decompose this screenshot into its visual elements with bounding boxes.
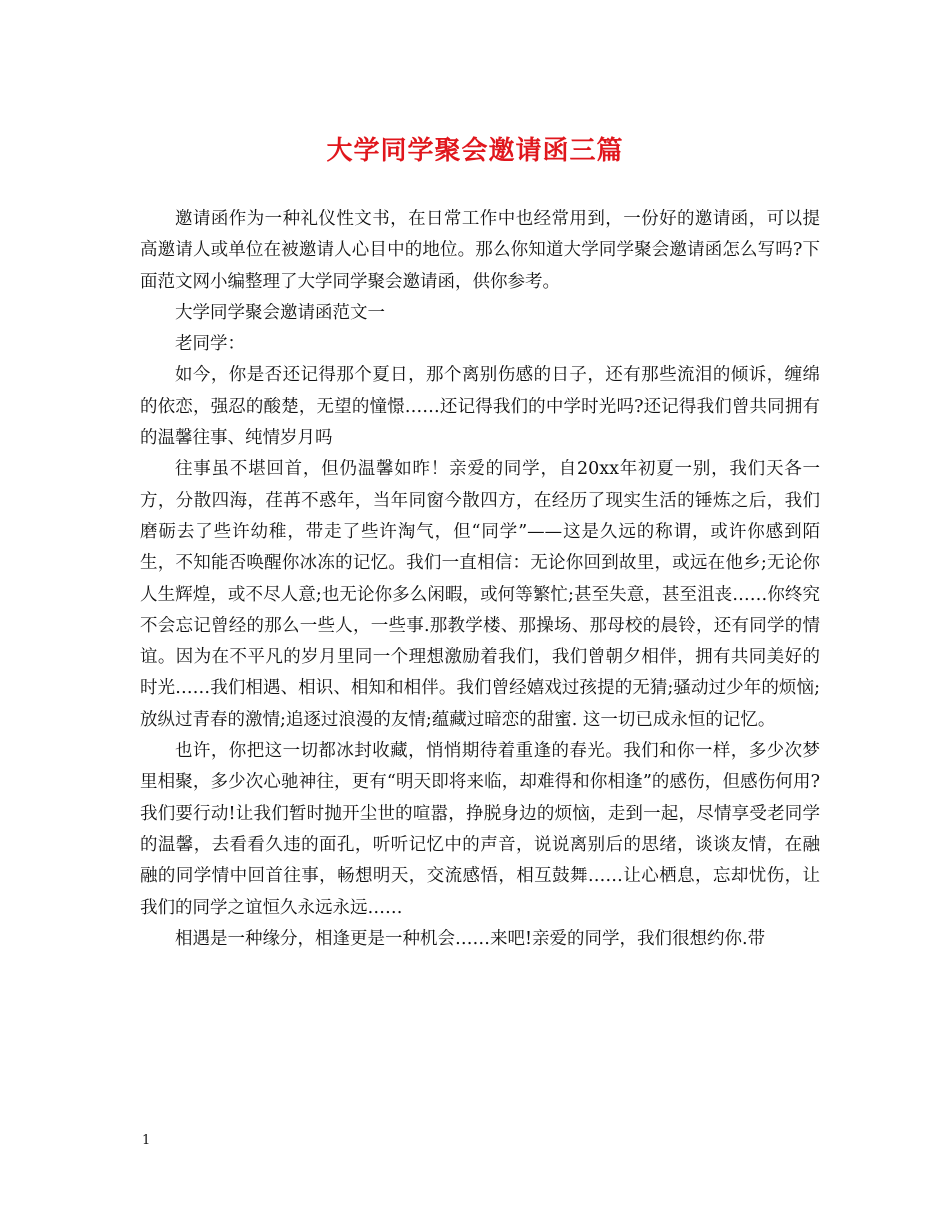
paragraph-memories: 如今，你是否还记得那个夏日，那个离别伤感的日子，还有那些流泪的倾诉，缠绵的依恋，强忍的酸楚，无望的憧憬……还记得我们的中学时光吗?还记得我们曾共同拥有的温馨往事、纯情岁月吗 [140,365,820,449]
paragraph-section-heading: 大学同学聚会邀请函范文一 [175,302,385,323]
page-number: 1 [142,1133,151,1148]
document-title: 大学同学聚会邀请函三篇 [326,136,624,166]
paragraph-reunion: 也许，你把这一切都冰封收藏，悄悄期待着重逢的春光。我们和你一样，多少次梦里相聚，多少次心驰神往，更有“明天即将来临，却难得和你相逢”的感伤，但感伤何用?我们要行动!让我们暂时抛开尘世的喧嚣，挣脱身边的烦恼，走到一起，尽情享受老同学的温馨，去看看久违的面孔，听听记忆中的声音，说说离别后的思绪，谈谈友情，在融融的同学情中回首往事，畅想明天，交流感悟，相互鼓舞……让心栖息，忘却忧伤，让我们的同学之谊恒久永远永远…… [140,741,820,918]
paragraph-invitation: 相遇是一种缘分，相逢更是一种机会……来吧!亲爱的同学，我们很想约你.带 [175,928,766,949]
document-body [140,204,820,955]
paragraph-salutation: 老同学： [175,334,245,355]
paragraph-past: 往事虽不堪回首，但仍温馨如昨！亲爱的同学，自20xx年初夏一别，我们天各一方，分散四海，荏苒不惑年，当年同窗今散四方，在经历了现实生活的锤炼之后，我们磨砺去了些许幼稚，带走了些许淘气，但“同学”——这是久远的称谓，或许你感到陌生，不知能否唤醒你冰冻的记忆。我们一直相信：无论你回到故里，或远在他乡;无论你人生辉煌，或不尽人意;也无论你多么闲暇，或何等繁忙;甚至失意，甚至沮丧……你终究不会忘记曾经的那么一些人，一些事.那教学楼、那操场、那母校的晨铃，还有同学的情谊。因为在不平凡的岁月里同一个理想激励着我们，我们曾朝夕相伴，拥有共同美好的时光……我们相遇、相识、相知和相伴。我们曾经嬉戏过孩提的无猜;骚动过少年的烦恼;放纵过青春的激情;追逐过浪漫的友情;蕴藏过暗恋的甜蜜. 这一切已成永恒的记忆。 [140,459,820,730]
paragraph-intro: 邀请函作为一种礼仪性文书，在日常工作中也经常用到，一份好的邀请函，可以提高邀请人或单位在被邀请人心目中的地位。那么你知道大学同学聚会邀请函怎么写吗?下面范文网小编整理了大学同学聚会邀请函，供你参考。 [140,209,820,292]
